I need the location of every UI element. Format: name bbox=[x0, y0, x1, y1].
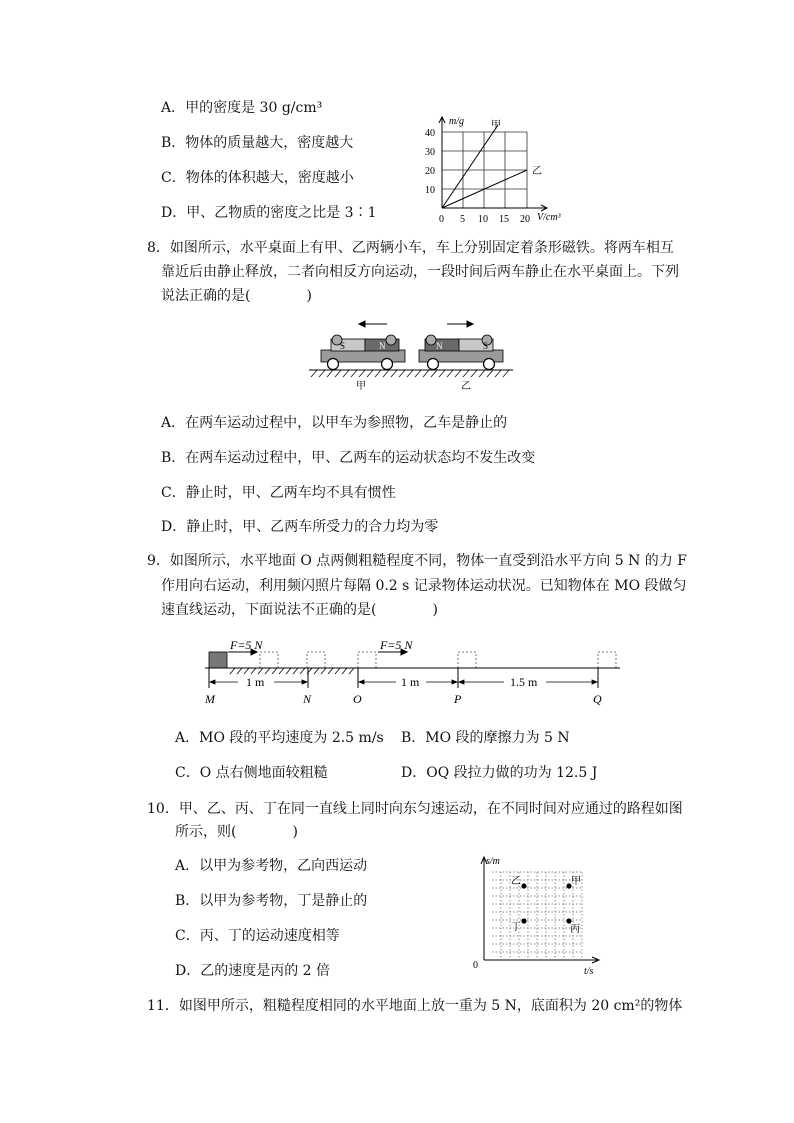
q9-option-c: C．O 点右侧地面较粗糙 bbox=[175, 765, 328, 781]
q10-option-b: B．以甲为参考物，丁是静止的 bbox=[175, 893, 368, 909]
q10-stem-line-1: 10．甲、乙、丙、丁在同一直线上同时向东匀速运动，在不同时间对应通过的路程如图 bbox=[147, 801, 683, 817]
q9-option-b: B．MO 段的摩擦力为 5 N bbox=[401, 730, 570, 746]
q9-stem-line-1: 9．如图所示，水平地面 O 点两侧粗糙程度不同，物体一直受到沿水平方向 5 N 的力 F bbox=[147, 553, 687, 569]
y-tick-10: 10 bbox=[425, 185, 435, 196]
dist-mn: 1 m bbox=[246, 675, 265, 689]
block-solid bbox=[209, 652, 227, 668]
q8-magnet-carts-figure bbox=[307, 315, 517, 395]
x-tick-10: 10 bbox=[478, 214, 488, 225]
q7-option-b: B．物体的质量越大，密度越大 bbox=[161, 135, 354, 151]
point-ding bbox=[521, 918, 526, 923]
pole-n-left: N bbox=[379, 341, 386, 351]
cart-jia bbox=[321, 335, 405, 370]
x-tick-20: 20 bbox=[520, 214, 530, 225]
q7-option-a: A．甲的密度是 30 g/cm³ bbox=[161, 100, 323, 116]
label-ding: 丁 bbox=[511, 922, 521, 933]
y-axis-label: s/m bbox=[486, 856, 500, 867]
x-tick-5: 5 bbox=[460, 214, 465, 225]
q9-option-a: A．MO 段的平均速度为 2.5 m/s bbox=[175, 730, 384, 746]
y-axis-label: m/g bbox=[449, 116, 464, 127]
q11-stem-line-1: 11．如图甲所示，粗糙程度相同的水平地面上放一重为 5 N，底面积为 20 cm²的物体 bbox=[147, 998, 683, 1014]
q10-option-d: D．乙的速度是丙的 2 倍 bbox=[175, 963, 331, 979]
cart-jia-label: 甲 bbox=[356, 381, 366, 392]
q7-mass-volume-graph bbox=[415, 112, 585, 227]
q8-option-d: D．静止时，甲、乙两车所受力的合力均为零 bbox=[161, 519, 439, 535]
line-jia-label: 甲 bbox=[491, 120, 501, 131]
point-bing bbox=[566, 918, 571, 923]
dist-pq: 1.5 m bbox=[510, 675, 538, 689]
q8-stem-line-1: 8．如图所示，水平桌面上有甲、乙两辆小车，车上分别固定着条形磁铁。将两车相互 bbox=[147, 240, 674, 256]
q10-stem-line-2: 所示，则( ) bbox=[175, 824, 298, 840]
q8-stem-line-3: 说法正确的是( ) bbox=[161, 288, 312, 304]
label-bing: 丙 bbox=[570, 924, 580, 935]
origin-label: 0 bbox=[473, 960, 478, 971]
q7-option-c: C．物体的体积越大，密度越小 bbox=[161, 170, 354, 186]
force-label-left: F=5 N bbox=[230, 638, 263, 652]
q9-option-d: D．OQ 段拉力做的功为 12.5 J bbox=[401, 765, 598, 781]
point-q: Q bbox=[593, 692, 602, 706]
q9-stem-line-3: 速直线运动，下面说法不正确的是( ) bbox=[161, 602, 438, 618]
force-label-right: F=5 N bbox=[380, 638, 413, 652]
line-yi-label: 乙 bbox=[532, 166, 542, 177]
y-tick-30: 30 bbox=[425, 147, 435, 158]
y-tick-20: 20 bbox=[425, 166, 435, 177]
point-m: M bbox=[205, 692, 215, 706]
q8-option-a: A．在两车运动过程中，以甲车为参照物，乙车是静止的 bbox=[161, 415, 508, 431]
q9-stem-line-2: 作用向右运动，利用频闪照片每隔 0.2 s 记录物体运动状况。已知物体在 MO 段做匀 bbox=[161, 578, 687, 594]
cart-yi-label: 乙 bbox=[461, 381, 471, 392]
x-tick-0: 0 bbox=[439, 214, 444, 225]
q10-distance-time-graph bbox=[466, 852, 606, 977]
pole-n-right: N bbox=[436, 341, 443, 351]
q8-option-b: B．在两车运动过程中，甲、乙两车的运动状态均不发生改变 bbox=[161, 450, 536, 466]
dist-op: 1 m bbox=[401, 675, 420, 689]
point-p: P bbox=[454, 692, 462, 706]
point-o: O bbox=[353, 692, 362, 706]
x-axis-label: t/s bbox=[584, 966, 594, 977]
pole-s-left: S bbox=[340, 341, 346, 351]
q10-option-a: A．以甲为参考物，乙向西运动 bbox=[175, 858, 368, 874]
label-jia: 甲 bbox=[571, 876, 581, 887]
q8-stem-line-2: 靠近后由静止释放，二者向相反方向运动，一段时间后两车静止在水平桌面上。下列 bbox=[161, 264, 679, 280]
q10-option-c: C．丙、丁的运动速度相等 bbox=[175, 928, 340, 944]
point-n: N bbox=[303, 692, 312, 706]
pole-s-right: S bbox=[483, 341, 489, 351]
x-axis-label: V/cm³ bbox=[537, 212, 561, 223]
q7-option-d: D．甲、乙物质的密度之比是 3∶1 bbox=[161, 205, 377, 221]
x-tick-15: 15 bbox=[499, 214, 509, 225]
point-yi bbox=[521, 883, 526, 888]
q8-option-c: C．静止时，甲、乙两车均不具有惯性 bbox=[161, 485, 396, 501]
y-tick-40: 40 bbox=[425, 128, 435, 139]
label-yi: 乙 bbox=[511, 876, 521, 887]
q9-strobe-figure bbox=[200, 632, 625, 712]
cart-yi bbox=[419, 335, 503, 370]
